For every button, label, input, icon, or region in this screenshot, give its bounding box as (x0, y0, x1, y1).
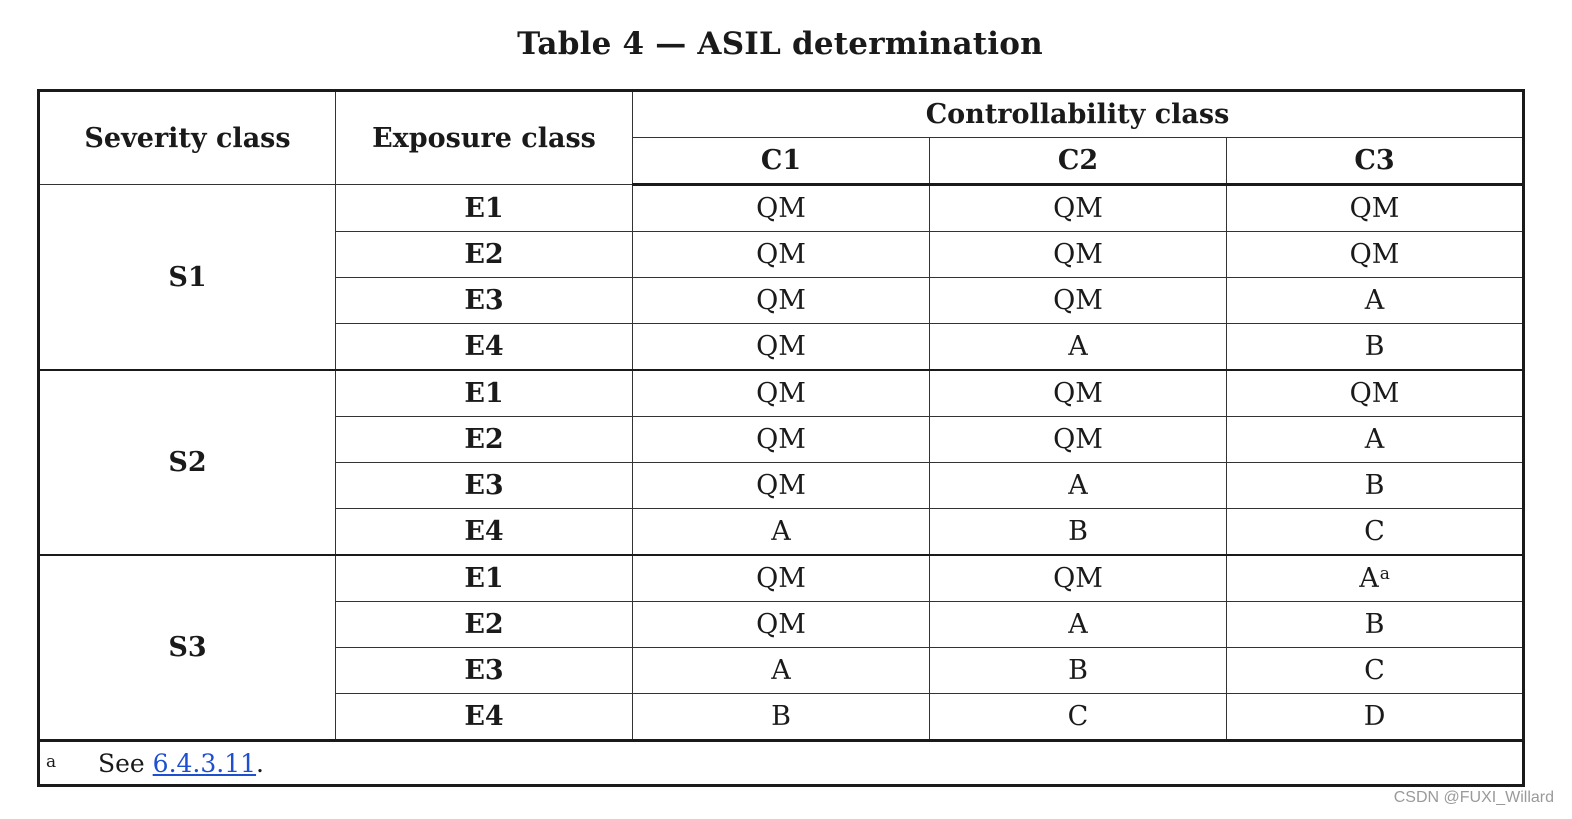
table-title: Table 4 — ASIL determination (517, 26, 1043, 62)
asil-cell: QM (930, 278, 1227, 324)
asil-cell: A (930, 324, 1227, 371)
asil-cell: A (930, 463, 1227, 509)
asil-cell: A (1227, 417, 1524, 463)
footnote (39, 741, 1524, 786)
asil-cell: A (930, 602, 1227, 648)
asil-cell: QM (930, 555, 1227, 602)
clause-link[interactable]: 6.4.3.11 (152, 748, 257, 778)
severity-cell-s3: S3 (39, 555, 336, 741)
c3-header: C3 (1227, 138, 1524, 185)
exposure-cell: E2 (336, 602, 633, 648)
asil-cell: QM (930, 232, 1227, 278)
asil-cell: QM (633, 602, 930, 648)
asil-cell: QM (633, 370, 930, 417)
exposure-cell: E4 (336, 509, 633, 556)
asil-cell: QM (930, 417, 1227, 463)
severity-cell-s1: S1 (39, 185, 336, 371)
footnote-marker: a (46, 751, 57, 772)
asil-cell: B (633, 694, 930, 741)
asil-cell: QM (633, 555, 930, 602)
exposure-cell: E1 (336, 555, 633, 602)
asil-cell: QM (930, 185, 1227, 232)
asil-cell: B (930, 648, 1227, 694)
asil-cell: C (1227, 648, 1524, 694)
controllability-class-header: Controllability class (633, 91, 1524, 138)
footnote-text: See (98, 748, 153, 778)
asil-cell: QM (1227, 370, 1524, 417)
asil-cell: B (930, 509, 1227, 556)
asil-cell: B (1227, 463, 1524, 509)
footnote-period: . (256, 748, 264, 778)
table-row (39, 555, 1524, 602)
asil-cell: QM (633, 278, 930, 324)
asil-cell: A (1227, 278, 1524, 324)
footnote-reference: a (1379, 564, 1390, 584)
asil-cell: QM (633, 463, 930, 509)
asil-cell: QM (1227, 185, 1524, 232)
asil-cell: QM (633, 232, 930, 278)
table-row (39, 370, 1524, 417)
c2-header: C2 (930, 138, 1227, 185)
exposure-cell: E3 (336, 278, 633, 324)
asil-cell: C (1227, 509, 1524, 556)
exposure-cell: E1 (336, 185, 633, 232)
asil-cell: B (1227, 602, 1524, 648)
asil-value: A (1359, 563, 1379, 594)
asil-cell: A (633, 509, 930, 556)
exposure-cell: E4 (336, 694, 633, 741)
asil-cell: C (930, 694, 1227, 741)
asil-cell: B (1227, 324, 1524, 371)
asil-cell: QM (633, 324, 930, 371)
asil-cell-with-note (1227, 555, 1524, 602)
exposure-cell: E2 (336, 417, 633, 463)
asil-cell: QM (633, 417, 930, 463)
watermark: CSDN @FUXI_Willard (1393, 789, 1554, 806)
asil-cell: A (633, 648, 930, 694)
exposure-cell: E3 (336, 463, 633, 509)
table-row (39, 185, 1524, 232)
asil-cell: QM (1227, 232, 1524, 278)
severity-cell-s2: S2 (39, 370, 336, 555)
exposure-class-header: Exposure class (336, 91, 633, 185)
footnote-row (39, 741, 1524, 786)
c1-header: C1 (633, 138, 930, 185)
asil-determination-table (37, 89, 1525, 787)
exposure-cell: E2 (336, 232, 633, 278)
severity-class-header: Severity class (39, 91, 336, 185)
asil-cell: QM (633, 185, 930, 232)
exposure-cell: E1 (336, 370, 633, 417)
asil-cell: QM (930, 370, 1227, 417)
exposure-cell: E4 (336, 324, 633, 371)
exposure-cell: E3 (336, 648, 633, 694)
asil-cell: D (1227, 694, 1524, 741)
